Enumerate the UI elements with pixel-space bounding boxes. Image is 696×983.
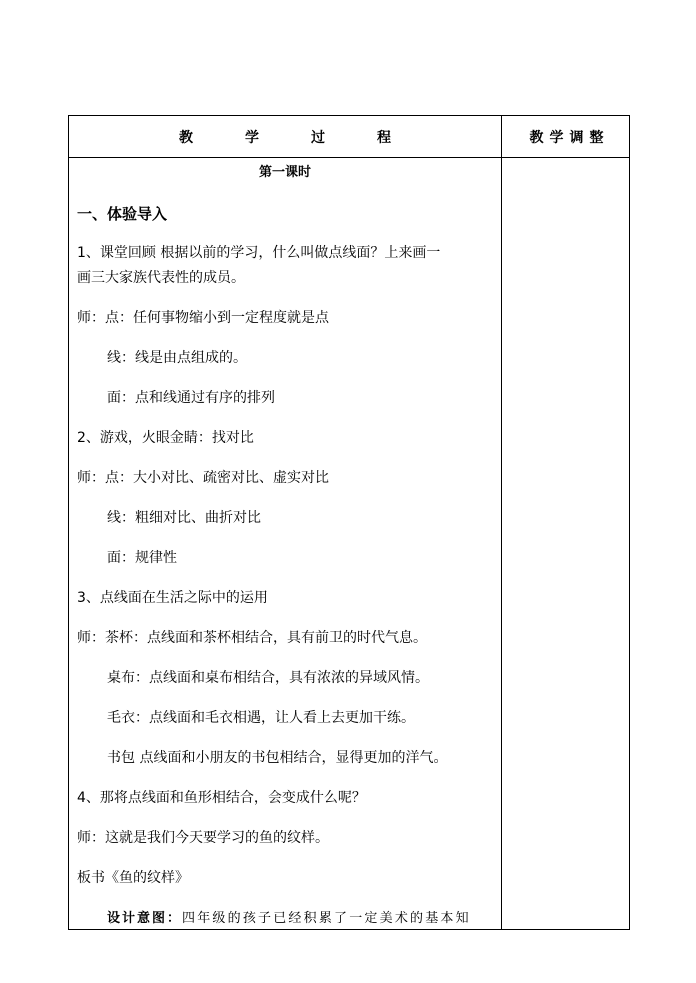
- text-line: 师：点：任何事物缩小到一定程度就是点: [77, 310, 329, 326]
- text-line: 2、游戏，火眼金睛：找对比: [77, 430, 254, 446]
- header-adjust-cell: [502, 116, 631, 157]
- text-line: 画三大家族代表性的成员。: [77, 270, 245, 286]
- text-line: 4、那将点线面和鱼形相结合，会变成什么呢？: [77, 790, 366, 806]
- design-intent-label: 设计意图：: [107, 911, 183, 926]
- text-line: 3、点线面在生活之际中的运用: [77, 590, 268, 606]
- text-line: 面：规律性: [107, 550, 177, 566]
- text-line: 板书《鱼的纹样》: [77, 870, 189, 886]
- design-intent-text: 四年级的孩子已经积累了一定美术的基本知: [182, 911, 471, 926]
- text-line: 师：这就是我们今天要学习的鱼的纹样。: [77, 830, 329, 846]
- header-divider: [69, 157, 629, 158]
- lesson-title: 第一课时: [258, 165, 311, 180]
- section-title: 一、体验导入: [77, 205, 168, 223]
- header-adjust-label: 教学调整: [529, 129, 610, 146]
- header-process-label: 教学过程: [179, 129, 443, 146]
- design-intent-line: [107, 910, 471, 928]
- text-line: 师：茶杯：点线面和茶杯相结合，具有前卫的时代气息。: [77, 630, 427, 646]
- text-line: 线：粗细对比、曲折对比: [107, 510, 261, 526]
- text-line: 毛衣：点线面和毛衣相遇，让人看上去更加干练。: [107, 710, 415, 726]
- column-divider: [501, 116, 502, 929]
- lesson-plan-table: [68, 115, 630, 930]
- header-process-cell: [69, 116, 501, 157]
- text-line: 师：点：大小对比、疏密对比、虚实对比: [77, 470, 329, 486]
- text-line: 桌布：点线面和桌布相结合，具有浓浓的异域风情。: [107, 670, 429, 686]
- text-line: 线：线是由点组成的。: [107, 350, 247, 366]
- text-line: 面：点和线通过有序的排列: [107, 390, 275, 406]
- text-line: 书包 点线面和小朋友的书包相结合，显得更加的洋气。: [107, 750, 448, 766]
- text-line: 1、课堂回顾 根据以前的学习，什么叫做点线面？上来画一: [77, 245, 441, 261]
